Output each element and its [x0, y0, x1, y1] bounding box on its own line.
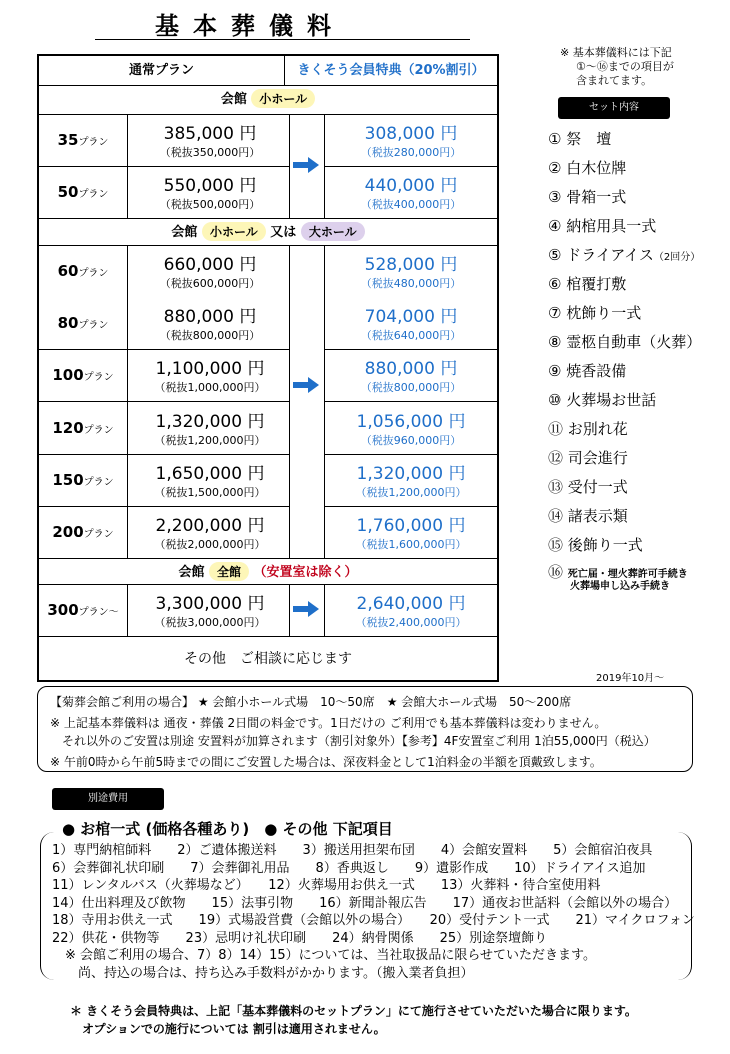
section-small-hall: 会館 小ホール [39, 88, 497, 114]
member-price: 308,000 円 （税抜280,000円） [360, 124, 462, 159]
header-member: きくそう会員特典（20%割引） [297, 63, 485, 78]
set-item: ⑮ 後飾り一式 [548, 536, 643, 554]
set-item: ⑪ お別れ花 [548, 420, 628, 438]
member-price: 2,640,000 円 （税抜2,400,000円） [355, 594, 467, 629]
set-item: ⑫ 司会進行 [548, 449, 628, 467]
regular-price: 3,300,000 円 （税抜3,000,000円） [154, 594, 266, 629]
plan-name: 50プラン [57, 183, 109, 201]
plan-name: 300プラン～ [47, 601, 119, 619]
title-underline [95, 39, 470, 40]
regular-price: 1,320,000 円 （税抜1,200,000円） [154, 412, 266, 447]
info-line: それ以外のご安置は別途 安置料が加算されます（割引対象外）【参考】4F安置室ご利用 1泊55,000円（税込） [50, 734, 656, 748]
set-item: ③ 骨箱一式 [548, 188, 627, 206]
set-item: ④ 納棺用具一式 [548, 217, 657, 235]
plan-name: 35プラン [57, 131, 109, 149]
footnote-line: オプションでの施行については 割引は適用されません。 [70, 1022, 386, 1036]
option-line: 11）レンタルバス（火葬場など） 12）火葬場用お供え一式 13）火葬料・待合室使用料 [52, 878, 601, 893]
plan-name: 60プラン [57, 262, 109, 280]
price-table [37, 54, 499, 682]
plan-name: 150プラン [52, 471, 114, 489]
member-price: 1,760,000 円 （税抜1,600,000円） [355, 516, 467, 551]
section-small-or-large-hall: 会館 小ホール 又は 大ホール [39, 221, 497, 247]
set-item: ⑦ 枕飾り一式 [548, 304, 642, 322]
set-item: ① 祭 壇 [548, 130, 612, 148]
regular-price: 550,000 円 （税抜500,000円） [159, 176, 261, 211]
plan-name: 200プラン [52, 523, 114, 541]
info-line: ※ 上記基本葬儀料は 通夜・葬儀 2日間の料金です。1日だけの ご利用でも基本葬儀料は変わりません。 [50, 716, 607, 730]
other-consult: その他 ご相談に応じます [184, 651, 352, 667]
plan-name: 80プラン [57, 314, 109, 332]
info-line: ※ 午前0時から午前5時までの間にご安置した場合は、深夜料金として1泊料金の半額を頂戴致します。 [50, 755, 602, 769]
effective-date: 2019年10月～ [596, 673, 665, 684]
option-line: 18）寺用お供え一式 19）式場設営費（会館以外の場合） 20）受付テント一式 21）マイクロフォン [52, 913, 695, 928]
option-line: 1）専門納棺師料 2）ご遺体搬送料 3）搬送用担架布団 4）会館安置料 5）会館宿泊夜具 [52, 843, 653, 858]
set-contents-label: セット内容 [558, 97, 670, 119]
extra-costs-label: 別途費用 [52, 788, 164, 810]
option-line: 22）供花・供物等 23）忌明け礼状印刷 24）納骨関係 25）別途祭壇飾り [52, 930, 548, 946]
info-box [37, 686, 693, 772]
member-price: 880,000 円 （税抜800,000円） [360, 359, 462, 394]
set-item: ⑩ 火葬場お世話 [548, 391, 657, 409]
set-item: ⑯ 死亡届・埋火葬許可手続き [548, 563, 688, 581]
set-item: ⑬ 受付一式 [548, 478, 628, 496]
page-title: 基本葬儀料 [155, 12, 345, 40]
set-item: ⑧ 霊柩自動車（火葬） [548, 333, 702, 351]
member-price: 704,000 円 （税抜640,000円） [360, 307, 462, 342]
header-regular: 通常プラン [128, 63, 194, 78]
arrow-right-icon [293, 601, 319, 617]
set-item-note: 火葬場申し込み手続き [570, 581, 670, 592]
set-item: ⑨ 焼香設備 [548, 362, 627, 380]
set-item: ⑥ 棺覆打敷 [548, 275, 627, 293]
side-note: ※ 基本葬儀料には下記 ①～⑯までの項目が 含まれてます。 [560, 46, 674, 87]
regular-price: 1,650,000 円 （税抜1,500,000円） [154, 464, 266, 499]
member-price: 1,056,000 円 （税抜960,000円） [356, 412, 466, 447]
regular-price: 660,000 円 （税抜600,000円） [159, 255, 261, 290]
set-item: ② 白木位牌 [548, 159, 627, 177]
regular-price: 880,000 円 （税抜800,000円） [159, 307, 261, 342]
plan-name: 100プラン [52, 366, 114, 384]
option-line: 14）仕出料理及び飲物 15）法事引物 16）新聞訃報広告 17）通夜お世話料（会館以外の場合） [52, 895, 678, 911]
arrow-right-icon [293, 377, 319, 393]
info-line: 【菊葬会館ご利用の場合】 ★ 会館小ホール式場 10～50席 ★ 会館大ホール式場 50～200席 [50, 695, 572, 709]
regular-price: 2,200,000 円 （税抜2,000,000円） [154, 516, 266, 551]
regular-price: 1,100,000 円 （税抜1,000,000円） [154, 359, 266, 394]
regular-price: 385,000 円 （税抜350,000円） [159, 124, 261, 159]
set-item: ⑭ 諸表示類 [548, 507, 628, 525]
extra-heading: ● お棺一式 (価格各種あり) ● その他 下記項目 [62, 820, 393, 838]
member-price: 528,000 円 （税抜480,000円） [360, 255, 462, 290]
footnote-line: ＊ きくそう会員特典は、上記「基本葬儀料のセットプラン」にて施行させていただいた場合に限ります。 [70, 1004, 637, 1018]
section-whole-hall: 会館 全館 （安置室は除く） [39, 561, 497, 587]
member-price: 440,000 円 （税抜400,000円） [360, 176, 462, 211]
option-line: 6）会葬御礼状印刷 7）会葬御礼用品 8）香典返し 9）遺影作成 10）ドライアイス追加 [52, 860, 646, 876]
member-price: 1,320,000 円 （税抜1,200,000円） [355, 464, 467, 499]
option-line: 尚、持込の場合は、持ち込み手数料がかかります。（搬入業者負担） [52, 965, 474, 981]
arrow-right-icon [293, 157, 319, 173]
set-item: ⑤ ドライアイス（2回分） [548, 246, 701, 264]
option-line: ※ 会館ご利用の場合、7）8）14）15）については、当社取扱品に限らせていただきます。 [52, 948, 596, 963]
plan-name: 120プラン [52, 419, 114, 437]
